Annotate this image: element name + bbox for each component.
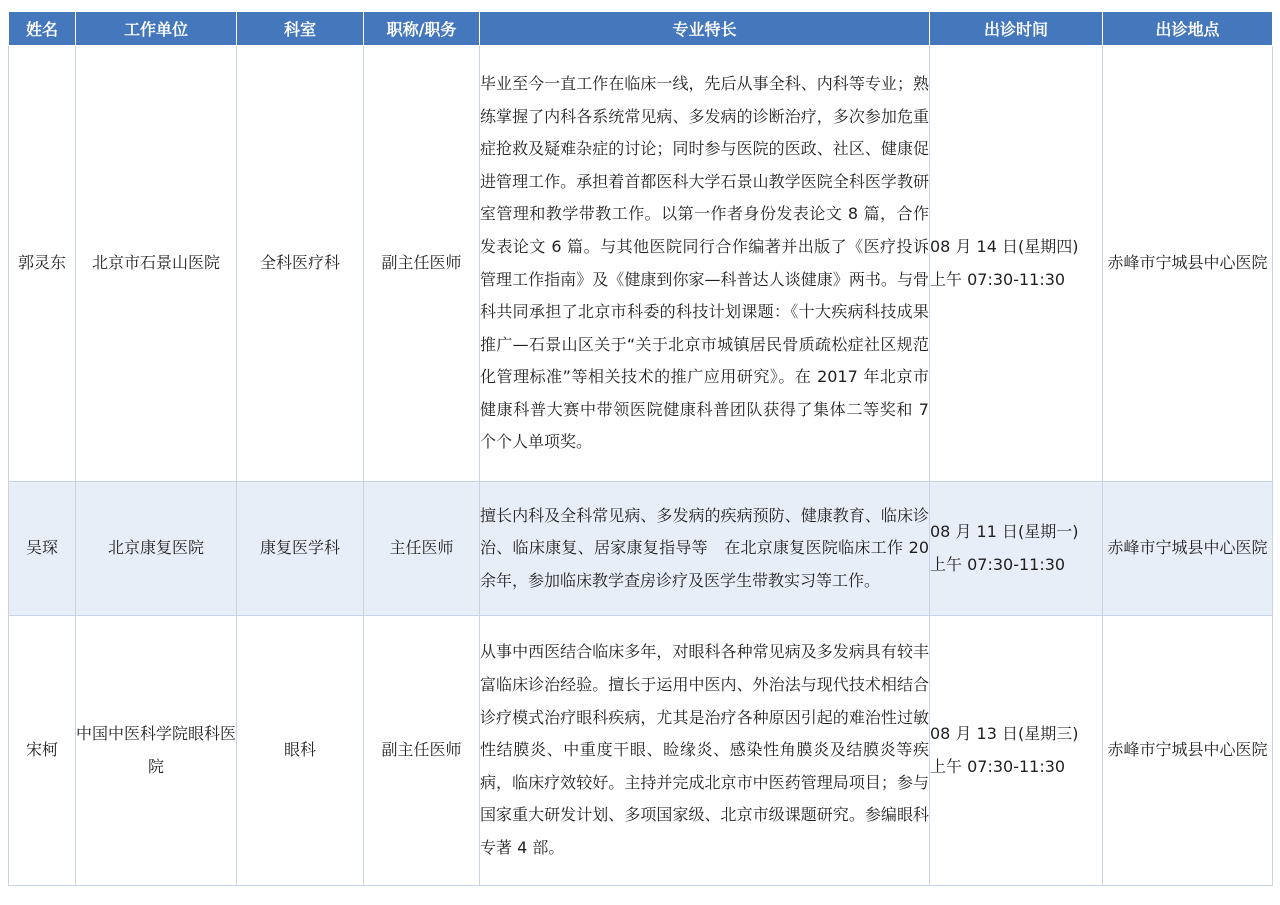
- specialty-text: 从事中西医结合临床多年，对眼科各种常见病及多发病具有较丰富临床诊治经验。擅长于运用中医内、外治法与现代技术相结合诊疗模式治疗眼科疾病，尤其是治疗各种原因引起的难治性过敏性结膜炎、中重度干眼、睑缘炎、感染性角膜炎及结膜炎等疾病，临床疗效较好。主持并完成北京市中医药管理局项目；参与国家重大研发计划、多项国家级、北京市级课题研究。参编眼科专著 4 部。: [480, 616, 930, 886]
- header-department: 科室: [237, 12, 364, 46]
- table-header-row: [9, 12, 1273, 46]
- work-unit: 北京康复医院: [76, 482, 237, 616]
- header-title: 职称/职务: [364, 12, 480, 46]
- header-name: 姓名: [9, 12, 76, 46]
- work-unit: 中国中医科学院眼科医院: [76, 616, 237, 886]
- specialty-text: 毕业至今一直工作在临床一线，先后从事全科、内科等专业；熟练掌握了内科各系统常见病、多发病的诊断治疗，多次参加危重症抢救及疑难杂症的讨论；同时参与医院的医政、社区、健康促进管理工作。承担着首都医科大学石景山教学医院全科医学教研室管理和教学带教工作。以第一作者身份发表论文 8 篇，合作发表论文 6 篇。与其他医院同行合作编著并出版了《医疗投诉管理工作指南》及《健康到你家—科普达人谈健康》两书。与骨科共同承担了北京市科委的科技计划课题：《十大疾病科技成果推广—石景山区关于“关于北京市城镇居民骨质疏松症社区规范化管理标准”等相关技术的推广应用研究》。在 2017 年北京市健康科普大赛中带领医院健康科普团队获得了集体二等奖和 7 个个人单项奖。: [480, 46, 930, 482]
- table-row: [9, 46, 1273, 482]
- clinic-hours: 上午 07:30-11:30: [930, 269, 1066, 289]
- header-time: 出诊时间: [930, 12, 1103, 46]
- doctor-schedule-table: [8, 11, 1273, 886]
- header-location: 出诊地点: [1103, 12, 1273, 46]
- doctor-name: 郭灵东: [9, 46, 76, 482]
- header-specialty: 专业特长: [480, 12, 930, 46]
- work-unit: 北京市石景山医院: [76, 46, 237, 482]
- clinic-location: 赤峰市宁城县中心医院: [1103, 616, 1273, 886]
- job-title: 主任医师: [364, 482, 480, 616]
- clinic-location: 赤峰市宁城县中心医院: [1103, 482, 1273, 616]
- job-title: 副主任医师: [364, 616, 480, 886]
- doctor-name: 吴琛: [9, 482, 76, 616]
- clinic-time: [930, 616, 1103, 886]
- department: 康复医学科: [237, 482, 364, 616]
- clinic-date: 08 月 13 日(星期三): [930, 723, 1079, 743]
- specialty-text: 擅长内科及全科常见病、多发病的疾病预防、健康教育、临床诊治、临床康复、居家康复指导等 在北京康复医院临床工作 20 余年，参加临床教学查房诊疗及医学生带教实习等工作。: [480, 482, 930, 616]
- table-row: [9, 482, 1273, 616]
- table-row: [9, 616, 1273, 886]
- clinic-time: [930, 46, 1103, 482]
- department: 全科医疗科: [237, 46, 364, 482]
- header-unit: 工作单位: [76, 12, 237, 46]
- clinic-date: 08 月 11 日(星期一): [930, 521, 1079, 541]
- clinic-location: 赤峰市宁城县中心医院: [1103, 46, 1273, 482]
- job-title: 副主任医师: [364, 46, 480, 482]
- clinic-date: 08 月 14 日(星期四): [930, 236, 1079, 256]
- doctor-name: 宋柯: [9, 616, 76, 886]
- clinic-hours: 上午 07:30-11:30: [930, 756, 1066, 776]
- clinic-time: [930, 482, 1103, 616]
- clinic-hours: 上午 07:30-11:30: [930, 554, 1066, 574]
- department: 眼科: [237, 616, 364, 886]
